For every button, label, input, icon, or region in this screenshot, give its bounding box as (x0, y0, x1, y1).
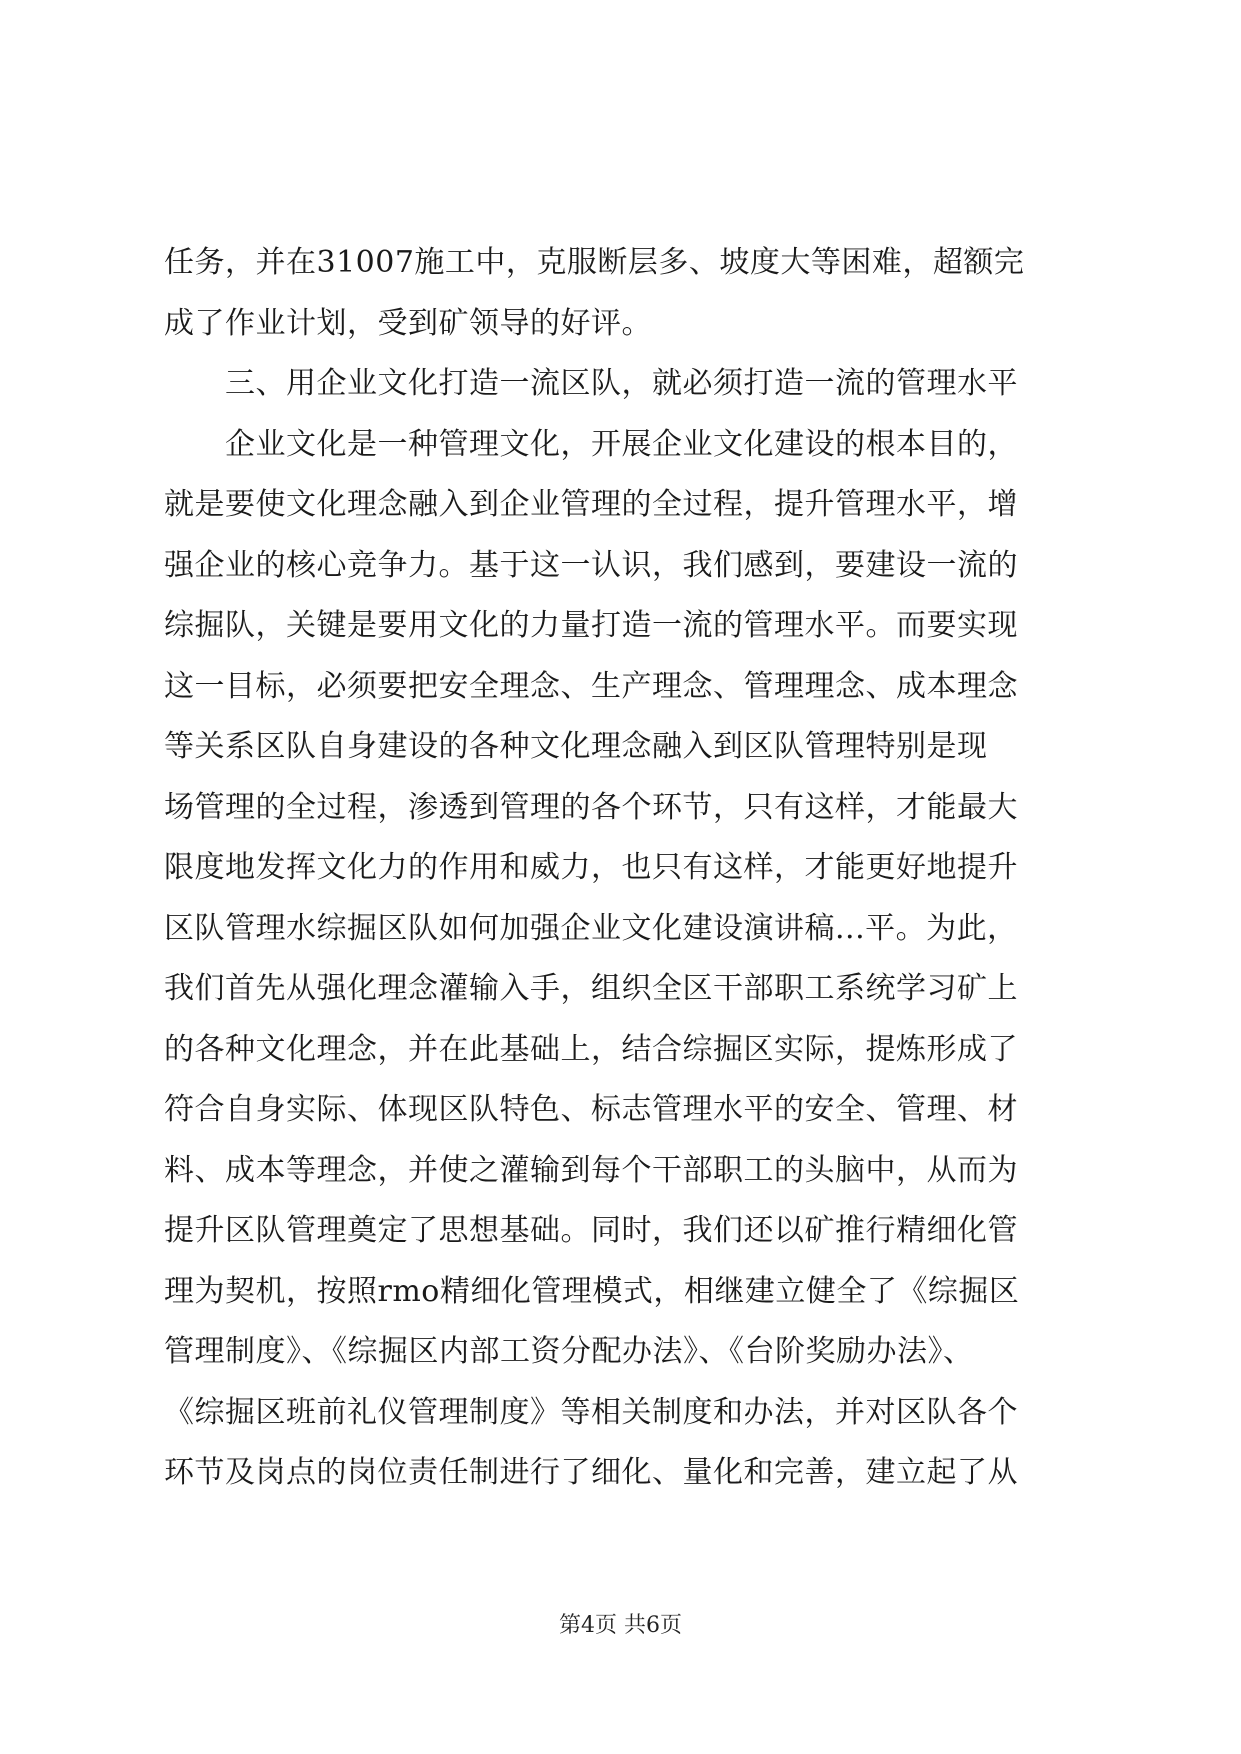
text-line: 就是要使文化理念融入到企业管理的全过程，提升管理水平，增 (164, 487, 1018, 522)
text-line: 理为契机，按照rmo精细化管理模式，相继建立健全了《综掘区 (164, 1273, 1020, 1309)
text-line: 区队管理水综掘区队如何加强企业文化建设演讲稿...平。为此， (164, 910, 1018, 946)
body-text (164, 233, 1089, 1504)
text-line: 等关系区队自身建设的各种文化理念融入到区队管理特别是现 (164, 729, 988, 764)
text-line: 综掘队，关键是要用文化的力量打造一流的管理水平。而要实现 (164, 608, 1018, 643)
text-line: 强企业的核心竞争力。基于这一认识，我们感到，要建设一流的 (164, 547, 1018, 583)
text-line: 《综掘区班前礼仪管理制度》等相关制度和办法，并对区队各个 (164, 1394, 1018, 1430)
text-line: 管理制度》、《综掘区内部工资分配办法》、《台阶奖励办法》、 (164, 1334, 974, 1369)
text-line: 场管理的全过程，渗透到管理的各个环节，只有这样，才能最大 (164, 789, 1018, 825)
text-line: 这一目标，必须要把安全理念、生产理念、管理理念、成本理念 (164, 668, 1018, 704)
text-line: 限度地发挥文化力的作用和威力，也只有这样，才能更好地提升 (164, 850, 1018, 885)
text-line: 的各种文化理念，并在此基础上，结合综掘区实际，提炼形成了 (164, 1031, 1018, 1067)
text-line: 料、成本等理念，并使之灌输到每个干部职工的头脑中，从而为 (164, 1152, 1018, 1188)
section-heading: 三、用企业文化打造一流区队，就必须打造一流的管理水平 (164, 366, 1018, 401)
text-line: 我们首先从强化理念灌输入手，组织全区干部职工系统学习矿上 (164, 971, 1018, 1006)
text-line: 环节及岗点的岗位责任制进行了细化、量化和完善，建立起了从 (164, 1455, 1018, 1490)
page-number-footer: 第4页 共6页 (559, 1613, 682, 1638)
text-line: 企业文化是一种管理文化，开展企业文化建设的根本目的， (164, 426, 1018, 462)
text-line: 任务，并在31007施工中，克服断层多、坡度大等困难，超额完 (164, 245, 1025, 280)
text-line: 成了作业计划，受到矿领导的好评。 (164, 305, 652, 341)
text-line: 提升区队管理奠定了思想基础。同时，我们还以矿推行精细化管 (164, 1213, 1018, 1248)
text-line: 符合自身实际、体现区队特色、标志管理水平的安全、管理、材 (164, 1092, 1018, 1127)
